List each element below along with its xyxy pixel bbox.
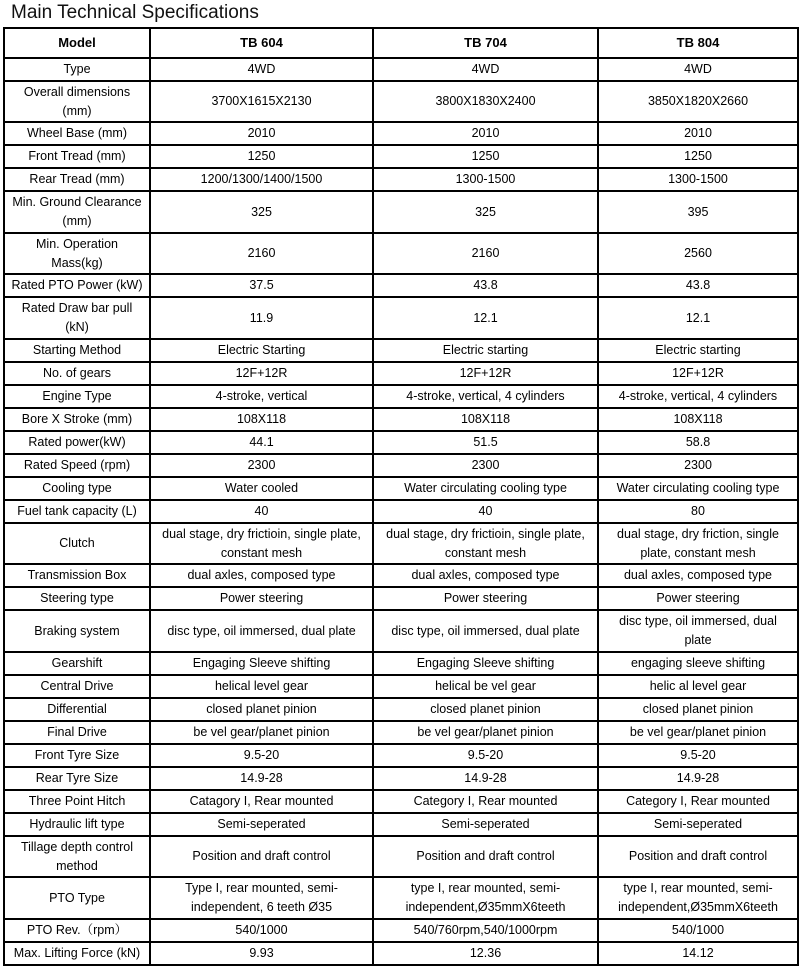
spec-row-label: Starting Method: [4, 339, 150, 362]
spec-cell: 9.93: [150, 942, 373, 965]
spec-row: [4, 339, 798, 362]
spec-cell: 2160: [150, 233, 373, 275]
spec-row-label: Steering type: [4, 587, 150, 610]
spec-row-label: Rated Draw bar pull (kN): [4, 297, 150, 339]
spec-cell: closed planet pinion: [150, 698, 373, 721]
spec-row-label: Rated power(kW): [4, 431, 150, 454]
spec-cell: 14.9-28: [373, 767, 598, 790]
spec-cell: 12.1: [373, 297, 598, 339]
spec-cell: disc type, oil immersed, dual plate: [373, 610, 598, 652]
header-model-tb804: TB 804: [598, 28, 798, 58]
spec-row: [4, 362, 798, 385]
spec-cell: 40: [150, 500, 373, 523]
spec-cell: Category I, Rear mounted: [598, 790, 798, 813]
spec-cell: dual stage, dry frictioin, single plate, constant mesh: [373, 523, 598, 565]
spec-cell: Power steering: [598, 587, 798, 610]
spec-cell: 4WD: [373, 58, 598, 81]
spec-row-label: Bore X Stroke (mm): [4, 408, 150, 431]
spec-cell: 3800X1830X2400: [373, 81, 598, 123]
spec-row: [4, 145, 798, 168]
spec-row-label: Transmission Box: [4, 564, 150, 587]
spec-cell: Electric starting: [598, 339, 798, 362]
spec-cell: helical level gear: [150, 675, 373, 698]
spec-cell: 2160: [373, 233, 598, 275]
spec-cell: 108X118: [373, 408, 598, 431]
spec-row: [4, 587, 798, 610]
header-row: [4, 28, 798, 58]
spec-row: [4, 942, 798, 965]
spec-row: [4, 564, 798, 587]
spec-row-label: Hydraulic lift type: [4, 813, 150, 836]
spec-cell: dual stage, dry friction, single plate, constant mesh: [598, 523, 798, 565]
header-model-tb704: TB 704: [373, 28, 598, 58]
spec-row-label: No. of gears: [4, 362, 150, 385]
spec-row: [4, 836, 798, 878]
spec-cell: closed planet pinion: [373, 698, 598, 721]
spec-cell: 2010: [373, 122, 598, 145]
spec-cell: Water circulating cooling type: [373, 477, 598, 500]
spec-cell: type I, rear mounted, semi-independent,Ø35mmX6teeth: [373, 877, 598, 919]
spec-row: [4, 385, 798, 408]
spec-cell: 43.8: [373, 274, 598, 297]
spec-cell: 51.5: [373, 431, 598, 454]
spec-row-label: PTO Type: [4, 877, 150, 919]
spec-cell: dual axles, composed type: [598, 564, 798, 587]
spec-cell: 2560: [598, 233, 798, 275]
spec-row-label: Type: [4, 58, 150, 81]
spec-row-label: Min. Operation Mass(kg): [4, 233, 150, 275]
spec-row-label: Rated PTO Power (kW): [4, 274, 150, 297]
spec-row-label: Gearshift: [4, 652, 150, 675]
spec-row: [4, 81, 798, 123]
spec-row: [4, 721, 798, 744]
spec-cell: 325: [373, 191, 598, 233]
spec-cell: be vel gear/planet pinion: [373, 721, 598, 744]
spec-cell: Engaging Sleeve shifting: [150, 652, 373, 675]
spec-row: [4, 274, 798, 297]
spec-cell: helical be vel gear: [373, 675, 598, 698]
spec-row: [4, 698, 798, 721]
spec-row-label: Front Tyre Size: [4, 744, 150, 767]
spec-cell: Position and draft control: [373, 836, 598, 878]
spec-row-label: Rated Speed (rpm): [4, 454, 150, 477]
spec-cell: 540/1000: [150, 919, 373, 942]
spec-cell: 12.1: [598, 297, 798, 339]
spec-cell: 1300-1500: [373, 168, 598, 191]
spec-cell: 37.5: [150, 274, 373, 297]
spec-cell: closed planet pinion: [598, 698, 798, 721]
spec-row-label: Rear Tyre Size: [4, 767, 150, 790]
spec-row: [4, 431, 798, 454]
spec-cell: 58.8: [598, 431, 798, 454]
spec-cell: 4WD: [150, 58, 373, 81]
spec-cell: 1250: [373, 145, 598, 168]
spec-cell: Position and draft control: [150, 836, 373, 878]
spec-cell: Semi-seperated: [598, 813, 798, 836]
spec-cell: 1250: [598, 145, 798, 168]
spec-cell: Water cooled: [150, 477, 373, 500]
spec-cell: 14.9-28: [150, 767, 373, 790]
spec-row: [4, 877, 798, 919]
spec-row: [4, 790, 798, 813]
spec-cell: 44.1: [150, 431, 373, 454]
spec-cell: Engaging Sleeve shifting: [373, 652, 598, 675]
spec-cell: 2300: [373, 454, 598, 477]
spec-cell: 2300: [150, 454, 373, 477]
spec-table: [3, 27, 799, 966]
spec-row-label: Max. Lifting Force (kN): [4, 942, 150, 965]
header-model-tb604: TB 604: [150, 28, 373, 58]
spec-cell: dual axles, composed type: [373, 564, 598, 587]
spec-row-label: Engine Type: [4, 385, 150, 408]
spec-cell: 108X118: [598, 408, 798, 431]
spec-row-label: Front Tread (mm): [4, 145, 150, 168]
spec-row: [4, 500, 798, 523]
spec-row: [4, 767, 798, 790]
spec-cell: 4-stroke, vertical, 4 cylinders: [373, 385, 598, 408]
spec-row-label: Cooling type: [4, 477, 150, 500]
spec-cell: Position and draft control: [598, 836, 798, 878]
spec-cell: be vel gear/planet pinion: [150, 721, 373, 744]
spec-cell: 1300-1500: [598, 168, 798, 191]
spec-row: [4, 122, 798, 145]
spec-cell: 80: [598, 500, 798, 523]
spec-cell: type I, rear mounted, semi-independent,Ø35mmX6teeth: [598, 877, 798, 919]
spec-cell: 1200/1300/1400/1500: [150, 168, 373, 191]
spec-row: [4, 523, 798, 565]
page-title: Main Technical Specifications: [11, 2, 259, 23]
spec-cell: be vel gear/planet pinion: [598, 721, 798, 744]
header-model-label: Model: [4, 28, 150, 58]
spec-cell: 4-stroke, vertical, 4 cylinders: [598, 385, 798, 408]
spec-row-label: Three Point Hitch: [4, 790, 150, 813]
spec-cell: disc type, oil immersed, dual plate: [150, 610, 373, 652]
spec-cell: 14.9-28: [598, 767, 798, 790]
spec-row-label: Braking system: [4, 610, 150, 652]
spec-cell: 4WD: [598, 58, 798, 81]
spec-cell: 9.5-20: [598, 744, 798, 767]
spec-cell: 12F+12R: [598, 362, 798, 385]
spec-row: [4, 233, 798, 275]
spec-row: [4, 168, 798, 191]
spec-row-label: Clutch: [4, 523, 150, 565]
spec-cell: dual axles, composed type: [150, 564, 373, 587]
spec-cell: engaging sleeve shifting: [598, 652, 798, 675]
spec-row: [4, 813, 798, 836]
spec-cell: 40: [373, 500, 598, 523]
spec-row-label: PTO Rev.（rpm）: [4, 919, 150, 942]
spec-cell: Type I, rear mounted, semi-independent, 6 teeth Ø35: [150, 877, 373, 919]
spec-row: [4, 454, 798, 477]
spec-cell: Semi-seperated: [150, 813, 373, 836]
spec-row-label: Wheel Base (mm): [4, 122, 150, 145]
spec-cell: 2010: [598, 122, 798, 145]
spec-row: [4, 58, 798, 81]
spec-cell: Power steering: [373, 587, 598, 610]
spec-cell: dual stage, dry frictioin, single plate, constant mesh: [150, 523, 373, 565]
spec-cell: 108X118: [150, 408, 373, 431]
spec-cell: Category I, Rear mounted: [373, 790, 598, 813]
spec-cell: 3850X1820X2660: [598, 81, 798, 123]
spec-row: [4, 408, 798, 431]
spec-cell: 12F+12R: [150, 362, 373, 385]
spec-row: [4, 919, 798, 942]
spec-row: [4, 675, 798, 698]
spec-cell: 2010: [150, 122, 373, 145]
spec-cell: 12.36: [373, 942, 598, 965]
spec-cell: 395: [598, 191, 798, 233]
spec-cell: 3700X1615X2130: [150, 81, 373, 123]
spec-row-label: Fuel tank capacity (L): [4, 500, 150, 523]
spec-row: [4, 610, 798, 652]
spec-row-label: Overall dimensions (mm): [4, 81, 150, 123]
spec-cell: 14.12: [598, 942, 798, 965]
spec-row: [4, 744, 798, 767]
spec-cell: 540/1000: [598, 919, 798, 942]
spec-row-label: Central Drive: [4, 675, 150, 698]
spec-cell: 9.5-20: [373, 744, 598, 767]
spec-row: [4, 477, 798, 500]
spec-row: [4, 297, 798, 339]
spec-row-label: Rear Tread (mm): [4, 168, 150, 191]
spec-cell: disc type, oil immersed, dual plate: [598, 610, 798, 652]
spec-row: [4, 191, 798, 233]
spec-cell: 325: [150, 191, 373, 233]
spec-cell: 2300: [598, 454, 798, 477]
spec-row-label: Tillage depth control method: [4, 836, 150, 878]
spec-cell: Water circulating cooling type: [598, 477, 798, 500]
spec-cell: 4-stroke, vertical: [150, 385, 373, 408]
spec-row-label: Final Drive: [4, 721, 150, 744]
spec-cell: 9.5-20: [150, 744, 373, 767]
spec-cell: 540/760rpm,540/1000rpm: [373, 919, 598, 942]
spec-cell: 11.9: [150, 297, 373, 339]
spec-cell: Catagory I, Rear mounted: [150, 790, 373, 813]
spec-table-body: [4, 58, 798, 965]
spec-row-label: Differential: [4, 698, 150, 721]
spec-cell: Electric starting: [373, 339, 598, 362]
spec-row: [4, 652, 798, 675]
spec-cell: helic al level gear: [598, 675, 798, 698]
spec-cell: Power steering: [150, 587, 373, 610]
spec-cell: Semi-seperated: [373, 813, 598, 836]
spec-row-label: Min. Ground Clearance (mm): [4, 191, 150, 233]
spec-cell: 12F+12R: [373, 362, 598, 385]
spec-cell: 43.8: [598, 274, 798, 297]
spec-cell: Electric Starting: [150, 339, 373, 362]
spec-cell: 1250: [150, 145, 373, 168]
